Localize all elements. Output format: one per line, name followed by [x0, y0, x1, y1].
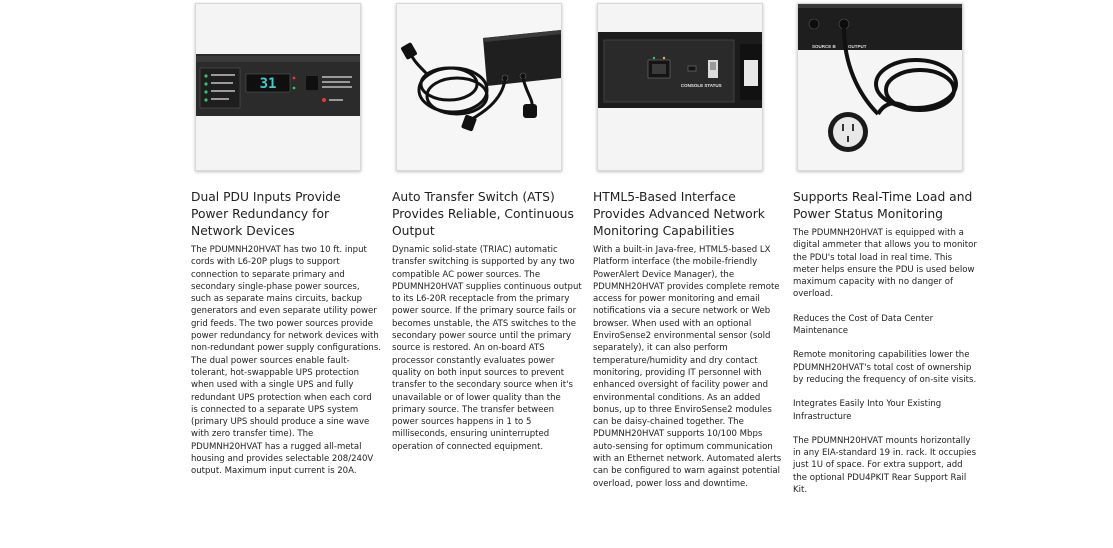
feature-description: The PDUMNH20HVAT mounts horizontally in any EIA-standard 19 in. rack. It occupies just 1U of space. For extra support, add the optional PDU4PKIT Rear Support Rail Kit. [793, 435, 977, 496]
output-plug-image [797, 3, 963, 171]
feature-column-4 [793, 0, 978, 496]
feature-description: The PDUMNH20HVAT is equipped with a digital ammeter that allows you to monitor the PDU's total load in real time. This meter helps ensure the PDU is used below maximum capacity with no danger of overload. [793, 228, 977, 300]
ammeter-reading: 31 [259, 76, 277, 92]
feature-subtitle: Integrates Easily Into Your Existing Infrastructure [793, 399, 942, 422]
feature-description: Remote monitoring capabilities lower the PDUMNH20HVAT's total cost of ownership by reducing the frequency of on-site visits. [793, 350, 977, 385]
feature-title: Dual PDU Inputs Provide Power Redundancy for Network Devices [191, 190, 341, 238]
output-label: OUTPUT [848, 44, 867, 49]
feature-column-3 [593, 0, 783, 490]
feature-title: HTML5-Based Interface Provides Advanced Network Monitoring Capabilities [593, 190, 765, 238]
feature-description: With a built-in Java-free, HTML5-based LX Platform interface (the mobile-friendly PowerAlert Device Manager), the PDUMNH20HVAT provides complete remote access for power monitoring and email notifications via a secure network or Web browser. When used with an optional EnviroSense2 environmental sensor (sold separately), it can also perform temperature/humidity and dry contact monitoring, providing IT personnel with enhanced oversight of facility power and environmental conditions. As an added bonus, up to three EnviroSense2 modules can be daisy-chained together. The PDUMNH20HVAT supports 10/100 Mbps auto-sensing for optimum communication with an Ethernet network. Automated alerts can be configured to warn against potential overload, power loss and downtime. [593, 245, 782, 489]
feature-title: Auto Transfer Switch (ATS) Provides Reliable, Continuous Output [392, 190, 574, 238]
status-port-label: STATUS [704, 83, 722, 88]
pdu-input-cords-image [396, 3, 562, 171]
console-port-label: CONSOLE [680, 83, 704, 88]
source-b-label: SOURCE B [812, 44, 836, 49]
feature-description: The PDUMNH20HVAT has two 10 ft. input cords with L6-20P plugs to support connection to separate primary and secondary single-phase power sources, such as separate mains circuits, backup generators and even separate utility power grid feeds. The two power sources provide power redundancy for network devices with non-redundant power supply configurations. The dual power sources enable fault-tolerant, hot-swappable UPS protection when used with a single UPS and fully redundant UPS protection when each cord is connected to a separate UPS system (primary UPS should produce a sine wave with zero transfer time). The PDUMNH20HVAT has a rugged all-metal housing and provides selectable 208/240V output. Maximum input current is 20A. [191, 245, 382, 477]
network-card-image [597, 3, 763, 171]
feature-column-2 [392, 0, 582, 453]
pdu-front-panel-image [195, 3, 361, 171]
feature-description: Dynamic solid-state (TRIAC) automatic transfer switching is supported by any two compatible AC power sources. The PDUMNH20HVAT supplies continuous output to its L6-20R receptacle from the primary power source. If the primary source fails or becomes unstable, the ATS switches to the secondary power source until the primary source is restored. An on-board ATS processor constantly evaluates power quality on both input sources to prevent transfer to the secondary source when it's unavailable or of lower quality than the primary source. The transfer between power sources happens in 1 to 5 milliseconds, ensuring uninterrupted operation of connected equipment. [392, 245, 582, 452]
feature-title: Supports Real-Time Load and Power Status Monitoring [793, 190, 973, 221]
feature-column-1 [191, 0, 381, 478]
feature-subtitle: Reduces the Cost of Data Center Maintenance [793, 313, 934, 337]
